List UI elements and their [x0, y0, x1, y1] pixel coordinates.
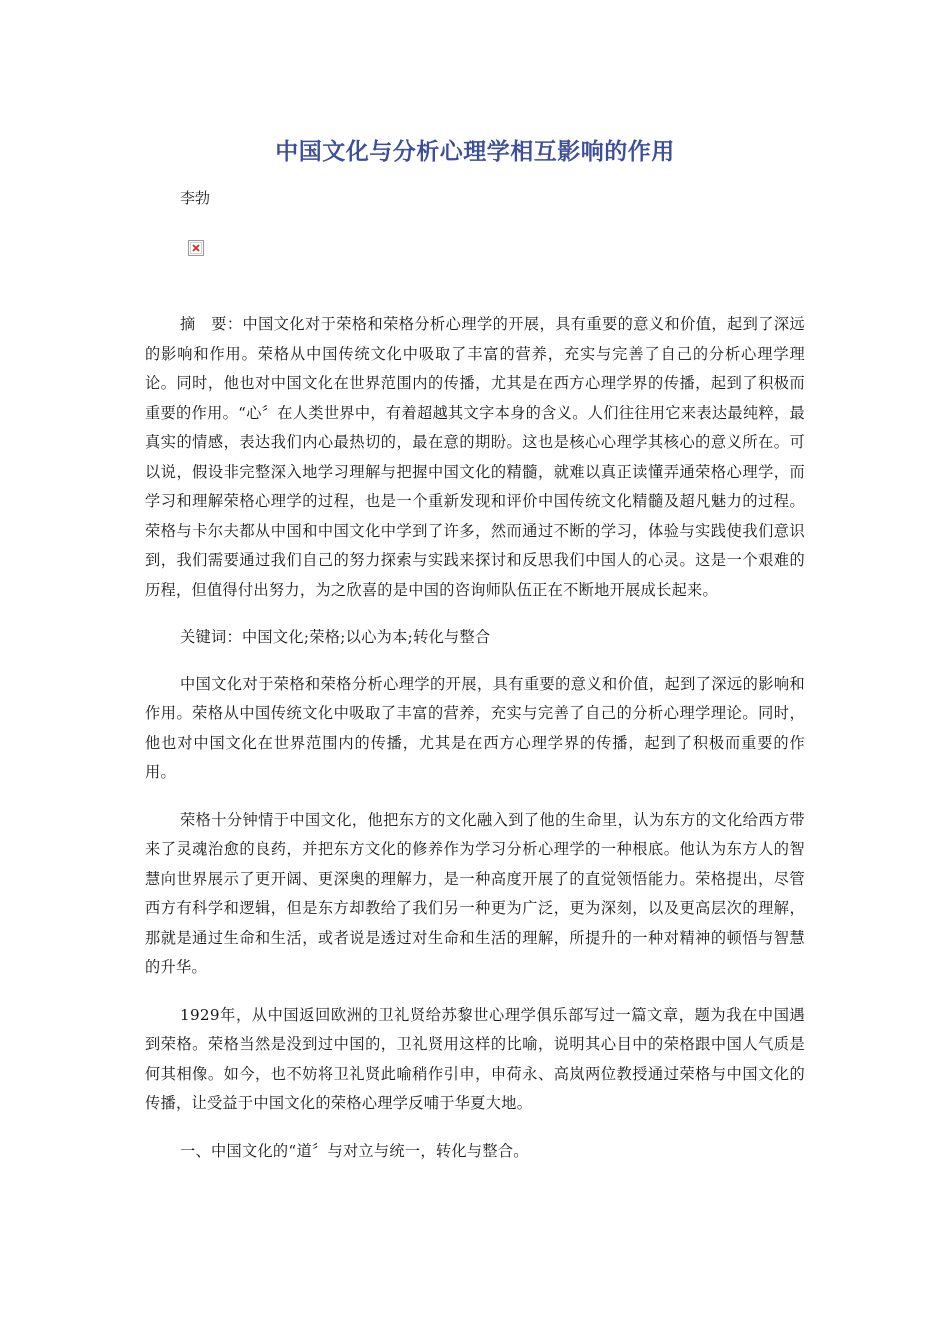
body-paragraph: 荣格十分钟情于中国文化，他把东方的文化融入到了他的生命里，认为东方的文化给西方带来了灵魂治愈的良药，并把东方文化的修养作为学习分析心理学的一种根底。他认为东方人的智慧向世界展示了更开阔、更深奥的理解力，是一种高度开展了的直觉领悟能力。荣格提出，尽管西方有科学和逻辑，但是东方却教给了我们另一种更为广泛，更为深刻，以及更高层次的理解，那就是通过生命和生活，或者说是透过对生命和生活的理解，所提升的一种对精神的顿悟与智慧的升华。	[145, 810, 805, 976]
document-title: 中国文化与分析心理学相互影响的作用	[275, 139, 675, 165]
section-heading: 一、中国文化的“道〞与对立与统一，转化与整合。	[180, 1141, 529, 1160]
author-name: 李勃	[180, 189, 211, 207]
keywords-paragraph: 关键词：中国文化;荣格;以心为本;转化与整合	[180, 628, 491, 646]
body-paragraph: 1929年，从中国返回欧洲的卫礼贤给苏黎世心理学俱乐部写过一篇文章，题为我在中国遇到荣格。荣格当然是没到过中国的，卫礼贤用这样的比喻，说明其心目中的荣格跟中国人气质是何其相像。如今，也不妨将卫礼贤此喻稍作引申，申荷永、高岚两位教授通过荣格与中国文化的传播，让受益于中国文化的荣格心理学反哺于华夏大地。	[145, 1005, 805, 1112]
abstract-paragraph: 摘 要：中国文化对于荣格和荣格分析心理学的开展，具有重要的意义和价值，起到了深远的影响和作用。荣格从中国传统文化中吸取了丰富的营养，充实与完善了自己的分析心理学理论。同时，他也对中国文化在世界范围内的传播，尤其是在西方心理学界的传播，起到了积极而重要的作用。“心〞在人类世界中，有着超越其文字本身的含义。人们往往用它来表达最纯粹，最真实的情感，表达我们内心最热切的，最在意的期盼。这也是核心心理学其核心的意义所在。可以说，假设非完整深入地学习理解与把握中国文化的精髓，就难以真正读懂弄通荣格心理学，而学习和理解荣格心理学的过程，也是一个重新发现和评价中国传统文化精髓及超凡魅力的过程。荣格与卡尔夫都从中国和中国文化中学到了许多，然而通过不断的学习，体验与实践使我们意识到，我们需要通过我们自己的努力探索与实践来探讨和反思我们中国人的心灵。这是一个艰难的历程，但值得付出努力，为之欣喜的是中国的咨询师队伍正在不断地开展成长起来。	[145, 315, 805, 599]
broken-image-icon	[188, 240, 204, 256]
body-paragraph: 中国文化对于荣格和荣格分析心理学的开展，具有重要的意义和价值，起到了深远的影响和作用。荣格从中国传统文化中吸取了丰富的营养，充实与完善了自己的分析心理学理论。同时，他也对中国文化在世界范围内的传播，尤其是在西方心理学界的传播，起到了积极而重要的作用。	[145, 674, 805, 781]
document-body	[145, 310, 805, 1184]
